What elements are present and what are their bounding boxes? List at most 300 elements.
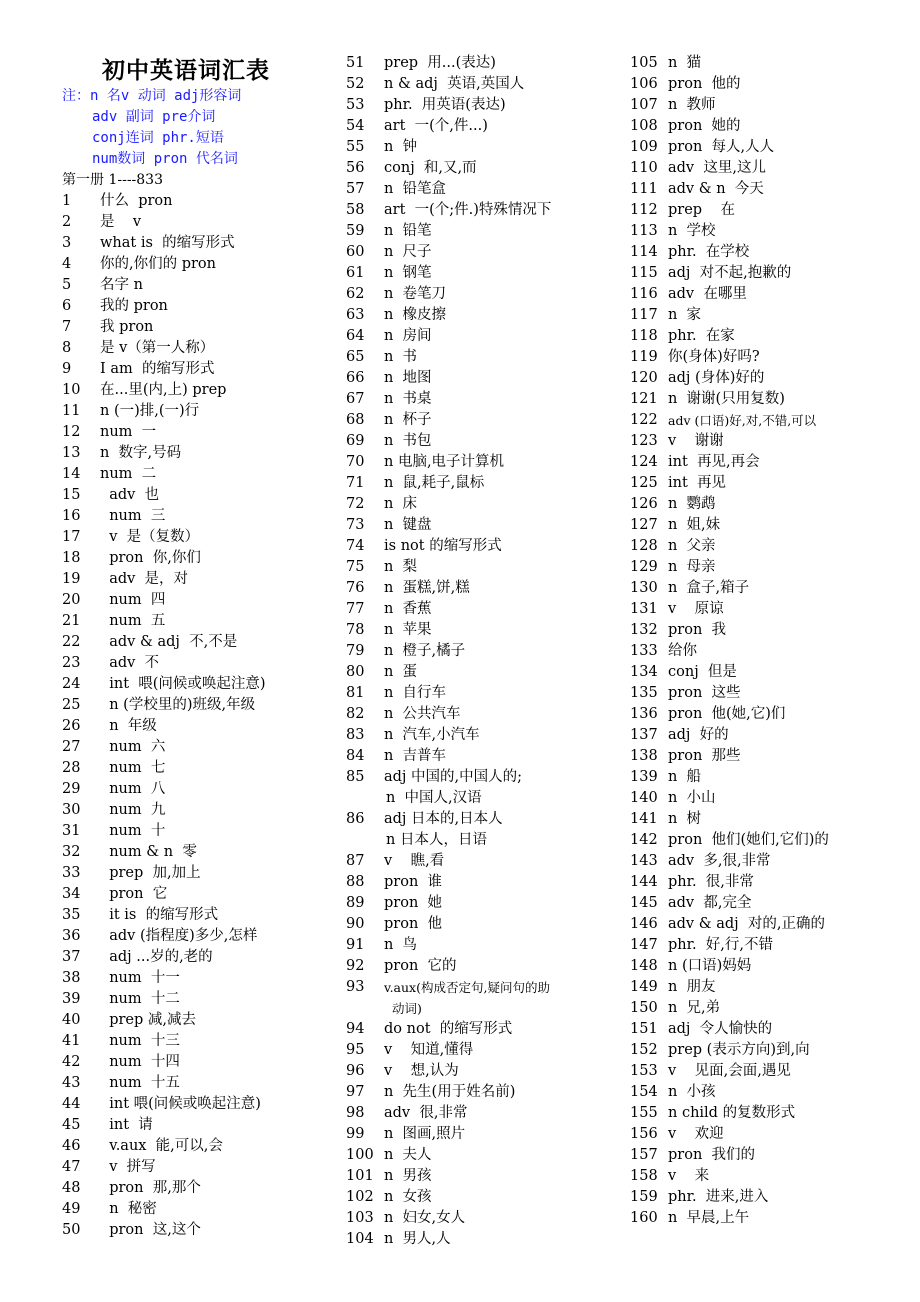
entry-definition: n 书包 <box>384 433 432 449</box>
entry-definition: n 船 <box>668 769 702 785</box>
vocab-entry <box>62 1220 266 1241</box>
vocab-entry <box>346 641 551 662</box>
legend-line: 注：n 名v 动词 adj形容词 <box>62 88 242 104</box>
entry-definition: pron 她的 <box>668 118 741 134</box>
entry-definition: v 想,认为 <box>384 1063 459 1079</box>
entry-definition: n 钢笔 <box>384 265 432 281</box>
vocab-entry <box>62 1199 266 1220</box>
entry-number: 44 <box>62 1096 81 1112</box>
entry-number: 75 <box>346 559 365 575</box>
vocab-entry <box>346 935 551 956</box>
entry-number: 15 <box>62 487 81 503</box>
vocab-entry <box>346 578 551 599</box>
vocab-entry <box>346 431 551 452</box>
vocab-entry <box>630 809 829 830</box>
entry-definition: int 喂(问候或唤起注意) <box>100 676 266 692</box>
entry-number: 30 <box>62 802 81 818</box>
vocab-entry <box>630 1124 829 1145</box>
vocab-entry <box>630 767 829 788</box>
entry-number: 56 <box>346 160 365 176</box>
entry-number: 42 <box>62 1054 81 1070</box>
entry-number: 47 <box>62 1159 81 1175</box>
vocab-entry <box>62 338 266 359</box>
entry-definition: int 请 <box>100 1117 153 1133</box>
entry-definition: n 书 <box>384 349 418 365</box>
entry-number: 43 <box>62 1075 81 1091</box>
entry-definition: 我的 pron <box>100 298 168 314</box>
entry-definition: n 苹果 <box>384 622 432 638</box>
vocab-entry <box>62 506 266 527</box>
entry-number: 108 <box>630 118 658 134</box>
entry-definition: v 来 <box>668 1168 710 1184</box>
entry-number: 81 <box>346 685 365 701</box>
book-range-label: 第一册 1----833 <box>62 172 164 188</box>
entry-number: 33 <box>62 865 81 881</box>
entry-number: 9 <box>62 361 72 377</box>
vocab-entry <box>346 914 551 935</box>
entry-definition: adj ...岁的,老的 <box>100 949 213 965</box>
entry-definition: adv 不 <box>100 655 160 671</box>
entry-number: 131 <box>630 601 658 617</box>
entry-definition: n 图画,照片 <box>384 1126 466 1142</box>
entry-definition: do not 的缩写形式 <box>384 1021 513 1037</box>
entry-number: 95 <box>346 1042 365 1058</box>
vocab-entry <box>62 1052 266 1073</box>
vocab-entry <box>62 212 266 233</box>
entry-definition: num 十三 <box>100 1033 180 1049</box>
entry-definition: n 男人,人 <box>384 1231 451 1247</box>
vocab-entry <box>346 1208 551 1229</box>
entry-number: 135 <box>630 685 658 701</box>
entry-number: 60 <box>346 244 365 260</box>
vocab-entry <box>62 800 266 821</box>
vocab-entry <box>62 254 266 275</box>
vocab-entry <box>62 611 266 632</box>
vocab-entry <box>346 1187 551 1208</box>
entry-definition: n 公共汽车 <box>384 706 461 722</box>
entry-number: 80 <box>346 664 365 680</box>
vocab-entry <box>62 674 266 695</box>
entry-definition: pron 他们(她们,它们)的 <box>668 832 829 848</box>
entry-definition: num 七 <box>100 760 166 776</box>
entry-definition: v 拼写 <box>100 1159 156 1175</box>
entry-definition: pron 这些 <box>668 685 741 701</box>
vocab-entry <box>62 443 266 464</box>
entry-definition: adj 中国的,中国人的; <box>384 769 523 785</box>
entry-number: 36 <box>62 928 81 944</box>
entry-definition: n 香蕉 <box>384 601 432 617</box>
entry-number: 113 <box>630 223 658 239</box>
vocab-entry <box>62 968 266 989</box>
entry-definition: n 橙子,橘子 <box>384 643 466 659</box>
vocab-entry <box>630 725 829 746</box>
vocab-entry <box>346 746 551 767</box>
entry-number: 69 <box>346 433 365 449</box>
entry-number: 1 <box>62 193 72 209</box>
vocab-entry <box>62 233 266 254</box>
entry-definition: v 谢谢 <box>668 433 724 449</box>
entry-number: 76 <box>346 580 365 596</box>
entry-definition: phr. 用英语(表达) <box>384 97 506 113</box>
entry-definition: adv 这里,这儿 <box>668 160 766 176</box>
entry-definition: n 姐,妹 <box>668 517 721 533</box>
vocab-column-1 <box>62 191 266 1241</box>
entry-definition: num 十五 <box>100 1075 180 1091</box>
vocab-entry <box>630 557 829 578</box>
vocab-entry <box>346 662 551 683</box>
entry-number: 99 <box>346 1126 365 1142</box>
entry-definition: it is 的缩写形式 <box>100 907 219 923</box>
entry-number: 64 <box>346 328 365 344</box>
entry-definition: is not 的缩写形式 <box>384 538 502 554</box>
entry-definition: n 蛋糕,饼,糕 <box>384 580 470 596</box>
entry-number: 41 <box>62 1033 81 1049</box>
vocab-entry <box>630 1145 829 1166</box>
vocab-entry <box>346 683 551 704</box>
vocab-entry <box>630 914 829 935</box>
entry-definition: pron 那些 <box>668 748 741 764</box>
vocab-entry <box>630 305 829 326</box>
entry-number: 32 <box>62 844 81 860</box>
entry-number: 129 <box>630 559 658 575</box>
vocab-entry <box>630 263 829 284</box>
vocab-entry <box>62 359 266 380</box>
entry-definition: n 家 <box>668 307 702 323</box>
entry-definition: n 铅笔盒 <box>384 181 447 197</box>
vocab-entry <box>346 851 551 872</box>
vocab-entry <box>346 326 551 347</box>
entry-number: 137 <box>630 727 658 743</box>
entry-number: 92 <box>346 958 365 974</box>
entry-definition: v 见面,会面,遇见 <box>668 1063 791 1079</box>
vocab-entry <box>62 1157 266 1178</box>
vocab-entry <box>630 1082 829 1103</box>
entry-definition: n 小山 <box>668 790 716 806</box>
entry-number: 58 <box>346 202 365 218</box>
entry-number: 142 <box>630 832 658 848</box>
entry-definition: adv 在哪里 <box>668 286 747 302</box>
entry-number: 148 <box>630 958 658 974</box>
entry-definition: n 橡皮擦 <box>384 307 447 323</box>
vocab-entry <box>346 515 551 536</box>
entry-definition: num 三 <box>100 508 166 524</box>
entry-number: 20 <box>62 592 81 608</box>
vocab-entry <box>62 947 266 968</box>
entry-definition: adj (身体)好的 <box>668 370 765 386</box>
vocab-entry <box>630 662 829 683</box>
entry-definition: num 十 <box>100 823 166 839</box>
entry-number: 156 <box>630 1126 658 1142</box>
entry-number: 82 <box>346 706 365 722</box>
entry-definition: phr. 进来,进入 <box>668 1189 769 1205</box>
entry-number: 63 <box>346 307 365 323</box>
entry-number: 107 <box>630 97 658 113</box>
vocab-entry <box>62 779 266 800</box>
entry-number: 153 <box>630 1063 658 1079</box>
vocab-entry <box>630 1166 829 1187</box>
entry-number: 119 <box>630 349 658 365</box>
entry-number: 134 <box>630 664 658 680</box>
entry-definition: pron 她 <box>384 895 442 911</box>
entry-definition: adv 是，对 <box>100 571 189 587</box>
entry-definition: adj 日本的,日本人 <box>384 811 503 827</box>
vocab-entry <box>346 1061 551 1082</box>
entry-number: 115 <box>630 265 658 281</box>
vocab-entry <box>62 842 266 863</box>
vocab-entry <box>62 485 266 506</box>
entry-number: 132 <box>630 622 658 638</box>
vocab-entry <box>630 851 829 872</box>
entry-definition: n 夫人 <box>384 1147 432 1163</box>
entry-number: 101 <box>346 1168 374 1184</box>
entry-number: 29 <box>62 781 81 797</box>
entry-number: 13 <box>62 445 81 461</box>
entry-definition: n (口语)妈妈 <box>668 958 752 974</box>
entry-number: 146 <box>630 916 658 932</box>
entry-number: 23 <box>62 655 81 671</box>
entry-number: 40 <box>62 1012 81 1028</box>
entry-definition: prep 用...(表达) <box>384 55 496 71</box>
vocab-entry <box>346 158 551 179</box>
entry-definition: art 一(个,件...) <box>384 118 488 134</box>
entry-definition: num 一 <box>100 424 157 440</box>
vocab-entry <box>346 893 551 914</box>
entry-number: 143 <box>630 853 658 869</box>
entry-definition: adv 多,很,非常 <box>668 853 771 869</box>
entry-number: 27 <box>62 739 81 755</box>
entry-number: 68 <box>346 412 365 428</box>
entry-number: 16 <box>62 508 81 524</box>
entry-number: 51 <box>346 55 365 71</box>
entry-definition: n 早晨,上午 <box>668 1210 750 1226</box>
entry-number: 127 <box>630 517 658 533</box>
entry-number: 116 <box>630 286 658 302</box>
entry-number: 28 <box>62 760 81 776</box>
entry-number: 152 <box>630 1042 658 1058</box>
entry-number: 53 <box>346 97 365 113</box>
vocab-entry <box>346 200 551 221</box>
entry-number: 120 <box>630 370 658 386</box>
vocab-entry <box>62 905 266 926</box>
entry-definition: prep 减,减去 <box>100 1012 197 1028</box>
entry-definition: num 十一 <box>100 970 180 986</box>
entry-definition: adv & adj 对的,正确的 <box>668 916 825 932</box>
legend-line: adv 副词 pre介词 <box>92 109 216 125</box>
entry-number: 5 <box>62 277 72 293</box>
vocab-entry <box>62 758 266 779</box>
entry-number: 155 <box>630 1105 658 1121</box>
entry-number: 124 <box>630 454 658 470</box>
entry-number: 154 <box>630 1084 658 1100</box>
vocab-entry <box>62 296 266 317</box>
vocab-entry <box>630 452 829 473</box>
entry-definition: num 四 <box>100 592 166 608</box>
vocab-entry <box>630 1061 829 1082</box>
vocab-entry <box>630 179 829 200</box>
vocab-entry <box>62 548 266 569</box>
legend <box>62 86 312 170</box>
vocab-entry <box>62 737 266 758</box>
vocab-entry <box>62 1094 266 1115</box>
vocab-entry <box>346 1229 551 1250</box>
entry-definition: n 鸟 <box>384 937 418 953</box>
entry-number: 157 <box>630 1147 658 1163</box>
vocab-entry <box>62 527 266 548</box>
vocab-entry <box>346 389 551 410</box>
entry-number: 72 <box>346 496 365 512</box>
entry-number: 61 <box>346 265 365 281</box>
vocab-entry <box>62 401 266 422</box>
entry-number: 59 <box>346 223 365 239</box>
entry-number: 97 <box>346 1084 365 1100</box>
entry-definition: pron 它 <box>100 886 168 902</box>
entry-definition: n 母亲 <box>668 559 716 575</box>
entry-number: 88 <box>346 874 365 890</box>
vocab-entry <box>346 725 551 746</box>
entry-definition: int 再见,再会 <box>668 454 760 470</box>
vocab-entry <box>62 380 266 401</box>
entry-number: 45 <box>62 1117 81 1133</box>
vocab-entry <box>346 473 551 494</box>
entry-number: 147 <box>630 937 658 953</box>
entry-number: 26 <box>62 718 81 734</box>
vocab-entry <box>62 632 266 653</box>
entry-number: 2 <box>62 214 72 230</box>
entry-number: 121 <box>630 391 658 407</box>
entry-definition: v 知道,懂得 <box>384 1042 474 1058</box>
entry-definition: n 汽车,小汽车 <box>384 727 480 743</box>
vocab-entry <box>346 494 551 515</box>
entry-definition: art 一(个;件.)特殊情况下 <box>384 202 552 218</box>
entry-number: 66 <box>346 370 365 386</box>
entry-number: 24 <box>62 676 81 692</box>
vocab-entry <box>630 977 829 998</box>
vocab-entry <box>62 191 266 212</box>
entry-definition: adj 好的 <box>668 727 729 743</box>
entry-definition: n 男孩 <box>384 1168 432 1184</box>
entry-number: 141 <box>630 811 658 827</box>
entry-number: 6 <box>62 298 72 314</box>
vocab-entry <box>346 557 551 578</box>
entry-number: 106 <box>630 76 658 92</box>
vocab-entry <box>62 716 266 737</box>
entry-number: 35 <box>62 907 81 923</box>
vocab-entry <box>630 494 829 515</box>
vocab-entry <box>630 53 829 74</box>
vocab-entry <box>630 326 829 347</box>
entry-number: 49 <box>62 1201 81 1217</box>
vocab-entry <box>630 683 829 704</box>
entry-number: 77 <box>346 601 365 617</box>
entry-definition: 是 v <box>100 214 142 230</box>
entry-number: 83 <box>346 727 365 743</box>
vocab-entry <box>346 1103 551 1124</box>
vocab-entry <box>62 1010 266 1031</box>
entry-definition: phr. 很,非常 <box>668 874 754 890</box>
vocab-entry <box>630 1187 829 1208</box>
vocab-entry <box>346 1145 551 1166</box>
entry-definition: v 瞧,看 <box>384 853 445 869</box>
entry-definition: num 十二 <box>100 991 180 1007</box>
entry-definition: n & adj 英语,英国人 <box>384 76 525 92</box>
entry-number: 86 <box>346 811 365 827</box>
entry-number: 78 <box>346 622 365 638</box>
entry-number: 91 <box>346 937 365 953</box>
entry-definition: n 书桌 <box>384 391 432 407</box>
vocab-column-2 <box>346 53 551 1250</box>
vocab-entry <box>346 95 551 116</box>
entry-number: 14 <box>62 466 81 482</box>
entry-definition: 在...里(内,上) prep <box>100 382 227 398</box>
entry-definition: v.aux 能,可以,会 <box>100 1138 223 1154</box>
vocab-entry <box>346 1166 551 1187</box>
vocab-entry <box>346 74 551 95</box>
entry-definition: n 先生(用于姓名前) <box>384 1084 516 1100</box>
entry-definition: n 鹦鹉 <box>668 496 716 512</box>
vocab-entry <box>630 431 829 452</box>
entry-number: 11 <box>62 403 81 419</box>
vocab-entry <box>630 221 829 242</box>
entry-number: 109 <box>630 139 658 155</box>
vocab-entry <box>346 1019 551 1040</box>
entry-number: 159 <box>630 1189 658 1205</box>
entry-definition: prep (表示方向)到,向 <box>668 1042 810 1058</box>
entry-definition: n 键盘 <box>384 517 432 533</box>
entry-number: 84 <box>346 748 365 764</box>
entry-number: 136 <box>630 706 658 722</box>
vocab-entry <box>62 1136 266 1157</box>
entry-definition: n 电脑,电子计算机 <box>384 454 505 470</box>
vocab-entry <box>62 863 266 884</box>
entry-number: 150 <box>630 1000 658 1016</box>
entry-number: 94 <box>346 1021 365 1037</box>
entry-number: 39 <box>62 991 81 1007</box>
vocab-entry <box>630 284 829 305</box>
entry-number: 31 <box>62 823 81 839</box>
entry-definition: n 尺子 <box>384 244 432 260</box>
entry-definition: n 年级 <box>100 718 157 734</box>
entry-number: 123 <box>630 433 658 449</box>
entry-number: 4 <box>62 256 72 272</box>
entry-definition: what is 的缩写形式 <box>100 235 235 251</box>
entry-number: 93 <box>346 979 365 995</box>
entry-number: 62 <box>346 286 365 302</box>
entry-number: 54 <box>346 118 365 134</box>
entry-number: 34 <box>62 886 81 902</box>
entry-definition: pron 谁 <box>384 874 442 890</box>
entry-number: 57 <box>346 181 365 197</box>
entry-definition: adv 也 <box>100 487 160 503</box>
entry-definition: conj 和,又,而 <box>384 160 477 176</box>
entry-number: 71 <box>346 475 365 491</box>
vocab-entry <box>630 578 829 599</box>
vocab-entry <box>346 536 551 557</box>
entry-number: 117 <box>630 307 658 323</box>
entry-definition: v 是（复数） <box>100 529 200 545</box>
entry-number: 130 <box>630 580 658 596</box>
entry-number: 112 <box>630 202 658 218</box>
vocab-entry <box>346 263 551 284</box>
entry-number: 50 <box>62 1222 81 1238</box>
vocab-entry <box>346 956 551 977</box>
entry-number: 18 <box>62 550 81 566</box>
entry-continuation: n 日本人，日语 <box>386 832 487 848</box>
entry-definition: n child 的复数形式 <box>668 1105 796 1121</box>
vocab-entry <box>630 788 829 809</box>
entry-number: 111 <box>630 181 658 197</box>
entry-definition: adj 对不起,抱歉的 <box>668 265 792 281</box>
entry-definition: n 铅笔 <box>384 223 432 239</box>
